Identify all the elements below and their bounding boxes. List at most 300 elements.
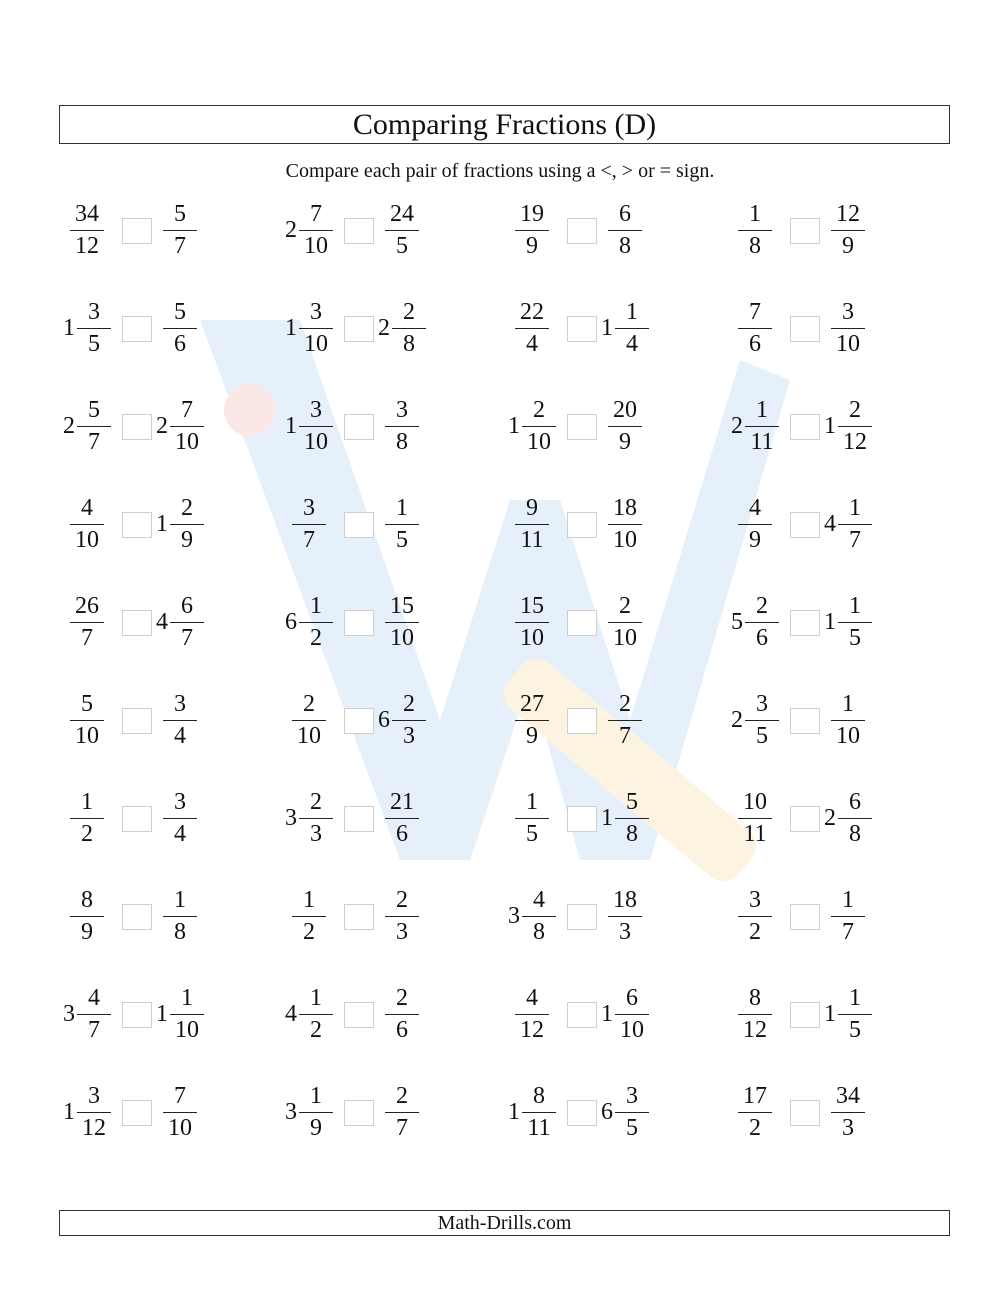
fraction [392, 294, 426, 364]
denominator: 10 [304, 331, 328, 357]
fraction [522, 882, 556, 952]
fraction-bar [608, 426, 642, 427]
fraction-bar [831, 1112, 865, 1113]
fraction [608, 196, 642, 266]
fraction [608, 490, 642, 560]
numerator: 5 [81, 691, 93, 717]
fraction [170, 490, 204, 560]
numerator: 1 [626, 299, 638, 325]
fraction-bar [70, 622, 104, 623]
whole-number: 6 [378, 707, 390, 733]
answer-box[interactable] [344, 806, 374, 832]
numerator: 2 [849, 397, 861, 423]
comparison-problem [503, 588, 673, 658]
whole-number: 1 [156, 511, 168, 537]
numerator: 1 [310, 593, 322, 619]
whole-number: 1 [63, 1099, 75, 1125]
numerator: 7 [749, 299, 761, 325]
denominator: 10 [175, 429, 199, 455]
denominator: 10 [297, 723, 321, 749]
fraction [738, 1078, 772, 1148]
fraction-bar [831, 230, 865, 231]
denominator: 6 [756, 625, 768, 651]
denominator: 12 [75, 233, 99, 259]
comparison-problem [726, 588, 896, 658]
denominator: 11 [743, 821, 767, 847]
fraction-bar [299, 328, 333, 329]
fraction [831, 294, 865, 364]
fraction-bar [299, 622, 333, 623]
comparison-problem [726, 784, 896, 854]
fraction-bar [163, 818, 197, 819]
whole-number: 1 [824, 609, 836, 635]
denominator: 5 [756, 723, 768, 749]
numerator: 3 [396, 397, 408, 423]
numerator: 27 [520, 691, 544, 717]
answer-box[interactable] [122, 512, 152, 538]
fraction [385, 392, 419, 462]
numerator: 1 [174, 887, 186, 913]
numerator: 5 [88, 397, 100, 423]
numerator: 19 [520, 201, 544, 227]
fraction [515, 784, 549, 854]
numerator: 2 [533, 397, 545, 423]
fraction-bar [77, 328, 111, 329]
fraction-bar [608, 916, 642, 917]
fraction [738, 196, 772, 266]
fraction-bar [77, 1112, 111, 1113]
whole-number: 1 [601, 805, 613, 831]
answer-box[interactable] [122, 904, 152, 930]
answer-box[interactable] [344, 218, 374, 244]
denominator: 2 [749, 919, 761, 945]
numerator: 15 [390, 593, 414, 619]
numerator: 1 [849, 495, 861, 521]
numerator: 3 [174, 691, 186, 717]
whole-number: 3 [285, 805, 297, 831]
denominator: 10 [836, 331, 860, 357]
fraction [163, 196, 197, 266]
denominator: 7 [849, 527, 861, 553]
numerator: 2 [303, 691, 315, 717]
answer-box[interactable] [122, 1100, 152, 1126]
denominator: 8 [396, 429, 408, 455]
denominator: 7 [88, 429, 100, 455]
answer-box[interactable] [344, 414, 374, 440]
denominator: 2 [310, 625, 322, 651]
answer-box[interactable] [790, 610, 820, 636]
denominator: 7 [619, 723, 631, 749]
fraction [299, 784, 333, 854]
fraction [385, 588, 419, 658]
numerator: 5 [174, 299, 186, 325]
fraction-bar [170, 1014, 204, 1015]
fraction [831, 686, 865, 756]
denominator: 3 [396, 919, 408, 945]
fraction [515, 588, 549, 658]
fraction [522, 1078, 556, 1148]
answer-box[interactable] [567, 218, 597, 244]
denominator: 5 [626, 1115, 638, 1141]
fraction-bar [522, 916, 556, 917]
comparison-problem [280, 784, 450, 854]
answer-box[interactable] [567, 512, 597, 538]
denominator: 8 [619, 233, 631, 259]
denominator: 11 [750, 429, 774, 455]
numerator: 9 [526, 495, 538, 521]
denominator: 5 [396, 233, 408, 259]
fraction-bar [163, 230, 197, 231]
fraction-bar [170, 622, 204, 623]
fraction [515, 490, 549, 560]
comparison-problem [726, 980, 896, 1050]
numerator: 8 [749, 985, 761, 1011]
whole-number: 1 [508, 1099, 520, 1125]
numerator: 1 [81, 789, 93, 815]
answer-box[interactable] [122, 610, 152, 636]
numerator: 3 [174, 789, 186, 815]
answer-box[interactable] [344, 708, 374, 734]
denominator: 6 [749, 331, 761, 357]
whole-number: 6 [601, 1099, 613, 1125]
denominator: 7 [303, 527, 315, 553]
numerator: 1 [849, 985, 861, 1011]
fraction-bar [170, 426, 204, 427]
denominator: 5 [849, 1017, 861, 1043]
denominator: 11 [527, 1115, 551, 1141]
answer-box[interactable] [567, 708, 597, 734]
denominator: 6 [396, 1017, 408, 1043]
numerator: 6 [181, 593, 193, 619]
numerator: 2 [310, 789, 322, 815]
denominator: 8 [849, 821, 861, 847]
comparison-problem [280, 686, 450, 756]
denominator: 3 [619, 919, 631, 945]
fraction-bar [615, 1112, 649, 1113]
numerator: 2 [396, 985, 408, 1011]
whole-number: 4 [156, 609, 168, 635]
whole-number: 2 [156, 413, 168, 439]
answer-box[interactable] [344, 1100, 374, 1126]
denominator: 10 [836, 723, 860, 749]
fraction-bar [738, 1014, 772, 1015]
numerator: 34 [75, 201, 99, 227]
numerator: 1 [396, 495, 408, 521]
comparison-problem [726, 686, 896, 756]
fraction-bar [292, 524, 326, 525]
comparison-problem [58, 294, 228, 364]
whole-number: 2 [378, 315, 390, 341]
comparison-problem [503, 294, 673, 364]
fraction [163, 784, 197, 854]
worksheet-title: Comparing Fractions (D) [59, 105, 950, 144]
comparison-problem [280, 980, 450, 1050]
fraction-bar [838, 524, 872, 525]
numerator: 22 [520, 299, 544, 325]
numerator: 24 [390, 201, 414, 227]
fraction [385, 784, 419, 854]
fraction-bar [615, 328, 649, 329]
fraction-bar [299, 818, 333, 819]
fraction [392, 686, 426, 756]
fraction-bar [299, 230, 333, 231]
denominator: 7 [842, 919, 854, 945]
fraction-bar [299, 426, 333, 427]
denominator: 10 [527, 429, 551, 455]
numerator: 1 [303, 887, 315, 913]
fraction-bar [738, 818, 772, 819]
answer-box[interactable] [567, 316, 597, 342]
numerator: 1 [849, 593, 861, 619]
comparison-problem [503, 882, 673, 952]
answer-box[interactable] [790, 218, 820, 244]
fraction-bar [831, 328, 865, 329]
answer-box[interactable] [122, 708, 152, 734]
answer-box[interactable] [344, 512, 374, 538]
whole-number: 1 [63, 315, 75, 341]
numerator: 4 [526, 985, 538, 1011]
numerator: 3 [626, 1083, 638, 1109]
answer-box[interactable] [790, 316, 820, 342]
answer-box[interactable] [790, 904, 820, 930]
answer-box[interactable] [122, 218, 152, 244]
whole-number: 1 [285, 413, 297, 439]
denominator: 12 [82, 1115, 106, 1141]
whole-number: 2 [285, 217, 297, 243]
answer-box[interactable] [344, 316, 374, 342]
fraction [738, 980, 772, 1050]
fraction-bar [738, 1112, 772, 1113]
denominator: 6 [174, 331, 186, 357]
fraction-bar [515, 720, 549, 721]
fraction [70, 196, 104, 266]
whole-number: 5 [731, 609, 743, 635]
denominator: 9 [526, 723, 538, 749]
numerator: 3 [756, 691, 768, 717]
numerator: 6 [849, 789, 861, 815]
answer-box[interactable] [790, 1002, 820, 1028]
answer-box[interactable] [790, 806, 820, 832]
numerator: 4 [533, 887, 545, 913]
fraction [163, 1078, 197, 1148]
fraction-bar [745, 720, 779, 721]
fraction-bar [70, 720, 104, 721]
denominator: 9 [619, 429, 631, 455]
fraction-bar [745, 426, 779, 427]
fraction-bar [838, 622, 872, 623]
numerator: 5 [626, 789, 638, 815]
fraction [163, 686, 197, 756]
comparison-problem [726, 196, 896, 266]
comparison-problem [280, 882, 450, 952]
answer-box[interactable] [567, 414, 597, 440]
comparison-problem [503, 490, 673, 560]
fraction [385, 882, 419, 952]
whole-number: 2 [824, 805, 836, 831]
numerator: 2 [403, 691, 415, 717]
numerator: 2 [619, 593, 631, 619]
fraction-bar [515, 622, 549, 623]
numerator: 2 [396, 887, 408, 913]
numerator: 4 [88, 985, 100, 1011]
whole-number: 2 [731, 707, 743, 733]
fraction-bar [608, 230, 642, 231]
answer-box[interactable] [344, 1002, 374, 1028]
fraction-bar [522, 426, 556, 427]
numerator: 15 [520, 593, 544, 619]
fraction-bar [608, 524, 642, 525]
fraction [385, 490, 419, 560]
fraction [838, 980, 872, 1050]
answer-box[interactable] [567, 904, 597, 930]
denominator: 2 [303, 919, 315, 945]
answer-box[interactable] [344, 904, 374, 930]
whole-number: 1 [824, 413, 836, 439]
numerator: 1 [842, 691, 854, 717]
numerator: 1 [756, 397, 768, 423]
numerator: 2 [181, 495, 193, 521]
fraction [77, 294, 111, 364]
answer-box[interactable] [567, 1100, 597, 1126]
answer-box[interactable] [122, 316, 152, 342]
fraction [299, 294, 333, 364]
fraction [831, 882, 865, 952]
numerator: 2 [403, 299, 415, 325]
denominator: 11 [520, 527, 544, 553]
fraction [738, 784, 772, 854]
fraction-bar [515, 524, 549, 525]
fraction [515, 196, 549, 266]
denominator: 7 [81, 625, 93, 651]
fraction [70, 882, 104, 952]
numerator: 18 [613, 495, 637, 521]
answer-box[interactable] [344, 610, 374, 636]
numerator: 1 [181, 985, 193, 1011]
denominator: 10 [613, 625, 637, 651]
fraction-bar [299, 1014, 333, 1015]
comparison-problem [58, 588, 228, 658]
fraction-bar [70, 916, 104, 917]
fraction [385, 196, 419, 266]
fraction [838, 490, 872, 560]
fraction [77, 980, 111, 1050]
denominator: 4 [174, 723, 186, 749]
denominator: 10 [75, 723, 99, 749]
comparison-problem [280, 196, 450, 266]
answer-box[interactable] [122, 1002, 152, 1028]
whole-number: 6 [285, 609, 297, 635]
denominator: 10 [75, 527, 99, 553]
denominator: 10 [175, 1017, 199, 1043]
whole-number: 1 [601, 315, 613, 341]
numerator: 6 [626, 985, 638, 1011]
denominator: 9 [81, 919, 93, 945]
denominator: 10 [304, 429, 328, 455]
fraction [831, 196, 865, 266]
denominator: 8 [626, 821, 638, 847]
numerator: 2 [396, 1083, 408, 1109]
numerator: 4 [81, 495, 93, 521]
denominator: 8 [533, 919, 545, 945]
whole-number: 3 [508, 903, 520, 929]
denominator: 5 [526, 821, 538, 847]
answer-box[interactable] [790, 1100, 820, 1126]
fraction [608, 588, 642, 658]
fraction-bar [299, 1112, 333, 1113]
comparison-problem [503, 196, 673, 266]
answer-box[interactable] [567, 1002, 597, 1028]
fraction [299, 588, 333, 658]
fraction [615, 784, 649, 854]
numerator: 7 [174, 1083, 186, 1109]
fraction-bar [615, 1014, 649, 1015]
comparison-problem [726, 1078, 896, 1148]
footer: Math-Drills.com [59, 1210, 950, 1236]
fraction [515, 980, 549, 1050]
fraction-bar [838, 1014, 872, 1015]
numerator: 6 [619, 201, 631, 227]
comparison-problem [726, 490, 896, 560]
answer-box[interactable] [790, 414, 820, 440]
answer-box[interactable] [790, 708, 820, 734]
fraction-bar [292, 720, 326, 721]
fraction-bar [515, 230, 549, 231]
denominator: 7 [88, 1017, 100, 1043]
comparison-problem [58, 392, 228, 462]
fraction [838, 784, 872, 854]
denominator: 2 [81, 821, 93, 847]
numerator: 1 [749, 201, 761, 227]
numerator: 3 [749, 887, 761, 913]
fraction [608, 392, 642, 462]
fraction-bar [515, 818, 549, 819]
answer-box[interactable] [790, 512, 820, 538]
denominator: 4 [174, 821, 186, 847]
numerator: 20 [613, 397, 637, 423]
fraction [738, 490, 772, 560]
fraction-bar [70, 230, 104, 231]
numerator: 3 [88, 1083, 100, 1109]
comparison-problem [503, 784, 673, 854]
whole-number: 1 [601, 1001, 613, 1027]
whole-number: 1 [824, 1001, 836, 1027]
denominator: 10 [613, 527, 637, 553]
answer-box[interactable] [122, 414, 152, 440]
numerator: 4 [749, 495, 761, 521]
denominator: 12 [743, 1017, 767, 1043]
numerator: 3 [842, 299, 854, 325]
numerator: 10 [743, 789, 767, 815]
denominator: 3 [310, 821, 322, 847]
answer-box[interactable] [567, 806, 597, 832]
numerator: 21 [390, 789, 414, 815]
fraction [299, 392, 333, 462]
fraction-bar [385, 230, 419, 231]
fraction [522, 392, 556, 462]
fraction [615, 980, 649, 1050]
numerator: 8 [81, 887, 93, 913]
denominator: 4 [626, 331, 638, 357]
numerator: 1 [842, 887, 854, 913]
answer-box[interactable] [122, 806, 152, 832]
denominator: 8 [403, 331, 415, 357]
comparison-problem [726, 294, 896, 364]
denominator: 9 [181, 527, 193, 553]
answer-box[interactable] [567, 610, 597, 636]
fraction-bar [385, 916, 419, 917]
fraction-bar [385, 622, 419, 623]
fraction-bar [292, 916, 326, 917]
